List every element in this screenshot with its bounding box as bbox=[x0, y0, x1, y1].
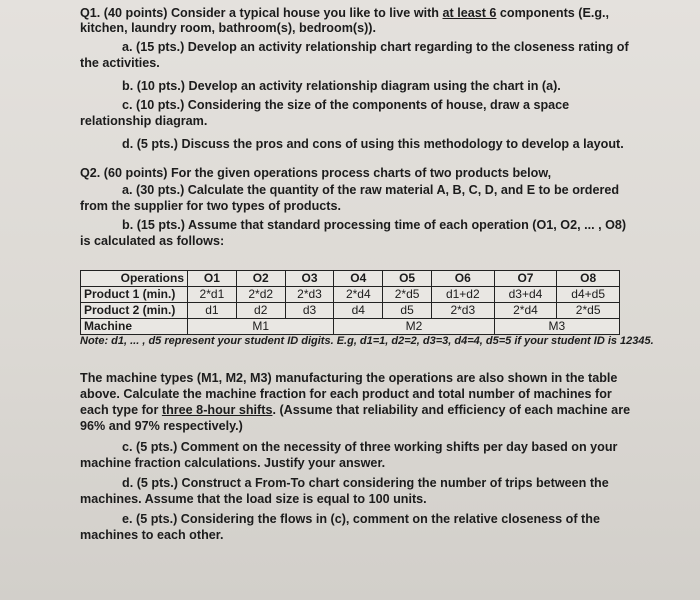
table-cell: 2*d1 bbox=[188, 287, 237, 303]
row-label: Product 2 (min.) bbox=[81, 303, 188, 319]
header-cell: Operations bbox=[81, 271, 188, 287]
q1-c-line1: c. (10 pts.) Considering the size of the components of house, draw a space bbox=[122, 98, 570, 112]
header-cell: O8 bbox=[557, 271, 620, 287]
table-cell: d3 bbox=[285, 303, 334, 319]
q2-line1: Q2. (60 points) For the given operations process charts of two products below, bbox=[80, 166, 552, 180]
machine-paragraph-line1: The machine types (M1, M2, M3) manufacturing the operations are also shown in the table bbox=[80, 371, 618, 385]
table-cell: d1+d2 bbox=[431, 287, 494, 303]
header-cell: O7 bbox=[494, 271, 557, 287]
q1-c-line2: relationship diagram. bbox=[80, 114, 208, 128]
table-header-row bbox=[81, 271, 620, 287]
machine-paragraph-line3 bbox=[80, 403, 630, 419]
q2-b-line2: is calculated as follows: bbox=[80, 234, 225, 248]
table-row-machine bbox=[81, 319, 620, 335]
q2-a-line1: a. (30 pts.) Calculate the quantity of the raw material A, B, C, D, and E to be ordered bbox=[122, 183, 620, 197]
q1-a-line2: the activities. bbox=[80, 56, 160, 70]
header-cell: O6 bbox=[431, 271, 494, 287]
table-cell: 2*d2 bbox=[236, 287, 285, 303]
line3-text-b: . (Assume that reliability and efficiency of each machine are bbox=[272, 403, 631, 417]
table-cell: d2 bbox=[236, 303, 285, 319]
q2-e-line2: machines to each other. bbox=[80, 528, 224, 542]
q2-a-line2: from the supplier for two types of products. bbox=[80, 199, 341, 213]
q1-line1-underlined: at least 6 bbox=[442, 6, 497, 20]
machine-cell-m1: M1 bbox=[188, 319, 334, 335]
table-cell: d3+d4 bbox=[494, 287, 557, 303]
row-label: Product 1 (min.) bbox=[81, 287, 188, 303]
table-cell: d5 bbox=[383, 303, 432, 319]
machine-cell-m2: M2 bbox=[334, 319, 494, 335]
header-cell: O1 bbox=[188, 271, 237, 287]
table-cell: 2*d4 bbox=[494, 303, 557, 319]
machine-cell-m3: M3 bbox=[494, 319, 619, 335]
table-cell: d1 bbox=[188, 303, 237, 319]
q1-line1-text-a: Q1. (40 points) Consider a typical house you like to live with bbox=[80, 6, 443, 20]
table-cell: d4+d5 bbox=[557, 287, 620, 303]
q2-c-line1: c. (5 pts.) Comment on the necessity of three working shifts per day based on your bbox=[122, 440, 618, 454]
header-cell: O5 bbox=[383, 271, 432, 287]
q1-line2: kitchen, laundry room, bathroom(s), bedroom(s)). bbox=[80, 21, 376, 35]
q2-e-line1: e. (5 pts.) Considering the flows in (c), comment on the relative closeness of the bbox=[122, 512, 600, 526]
table-cell: d4 bbox=[334, 303, 383, 319]
q1-line1 bbox=[80, 6, 609, 22]
line3-underlined: three 8-hour shifts bbox=[161, 403, 273, 417]
line3-text-a: each type for bbox=[80, 403, 162, 417]
header-cell: O4 bbox=[334, 271, 383, 287]
q1-d-line1: d. (5 pts.) Discuss the pros and cons of using this methodology to develop a layout. bbox=[122, 137, 624, 151]
table-cell: 2*d5 bbox=[557, 303, 620, 319]
header-cell: O3 bbox=[285, 271, 334, 287]
table-row-product2 bbox=[81, 303, 620, 319]
q2-d-line1: d. (5 pts.) Construct a From-To chart considering the number of trips between the bbox=[122, 476, 609, 490]
table-cell: 2*d3 bbox=[431, 303, 494, 319]
table-cell: 2*d5 bbox=[383, 287, 432, 303]
q2-d-line2: machines. Assume that the load size is equal to 100 units. bbox=[80, 492, 427, 506]
table-note: Note: d1, ... , d5 represent your student ID digits. E.g, d1=1, d2=2, d3=3, d4=4, d5=5 if your student ID is 12345. bbox=[80, 335, 654, 347]
table-cell: 2*d4 bbox=[334, 287, 383, 303]
q1-line1-text-b: components (E.g., bbox=[496, 6, 610, 20]
q2-b-line1: b. (15 pts.) Assume that standard processing time of each operation (O1, O2, ... , O8) bbox=[122, 218, 627, 232]
q1-b-line1: b. (10 pts.) Develop an activity relationship diagram using the chart in (a). bbox=[122, 79, 561, 93]
machine-paragraph-line4: 96% and 97% respectively.) bbox=[80, 419, 243, 433]
q1-a-line1: a. (15 pts.) Develop an activity relationship chart regarding to the closeness rating of bbox=[122, 40, 629, 54]
machine-paragraph-line2: above. Calculate the machine fraction for each product and total number of machines for bbox=[80, 387, 612, 401]
operations-table bbox=[80, 270, 620, 335]
table-row-product1 bbox=[81, 287, 620, 303]
row-label: Machine bbox=[81, 319, 188, 335]
header-cell: O2 bbox=[236, 271, 285, 287]
q2-c-line2: machine fraction calculations. Justify your answer. bbox=[80, 456, 386, 470]
table-cell: 2*d3 bbox=[285, 287, 334, 303]
